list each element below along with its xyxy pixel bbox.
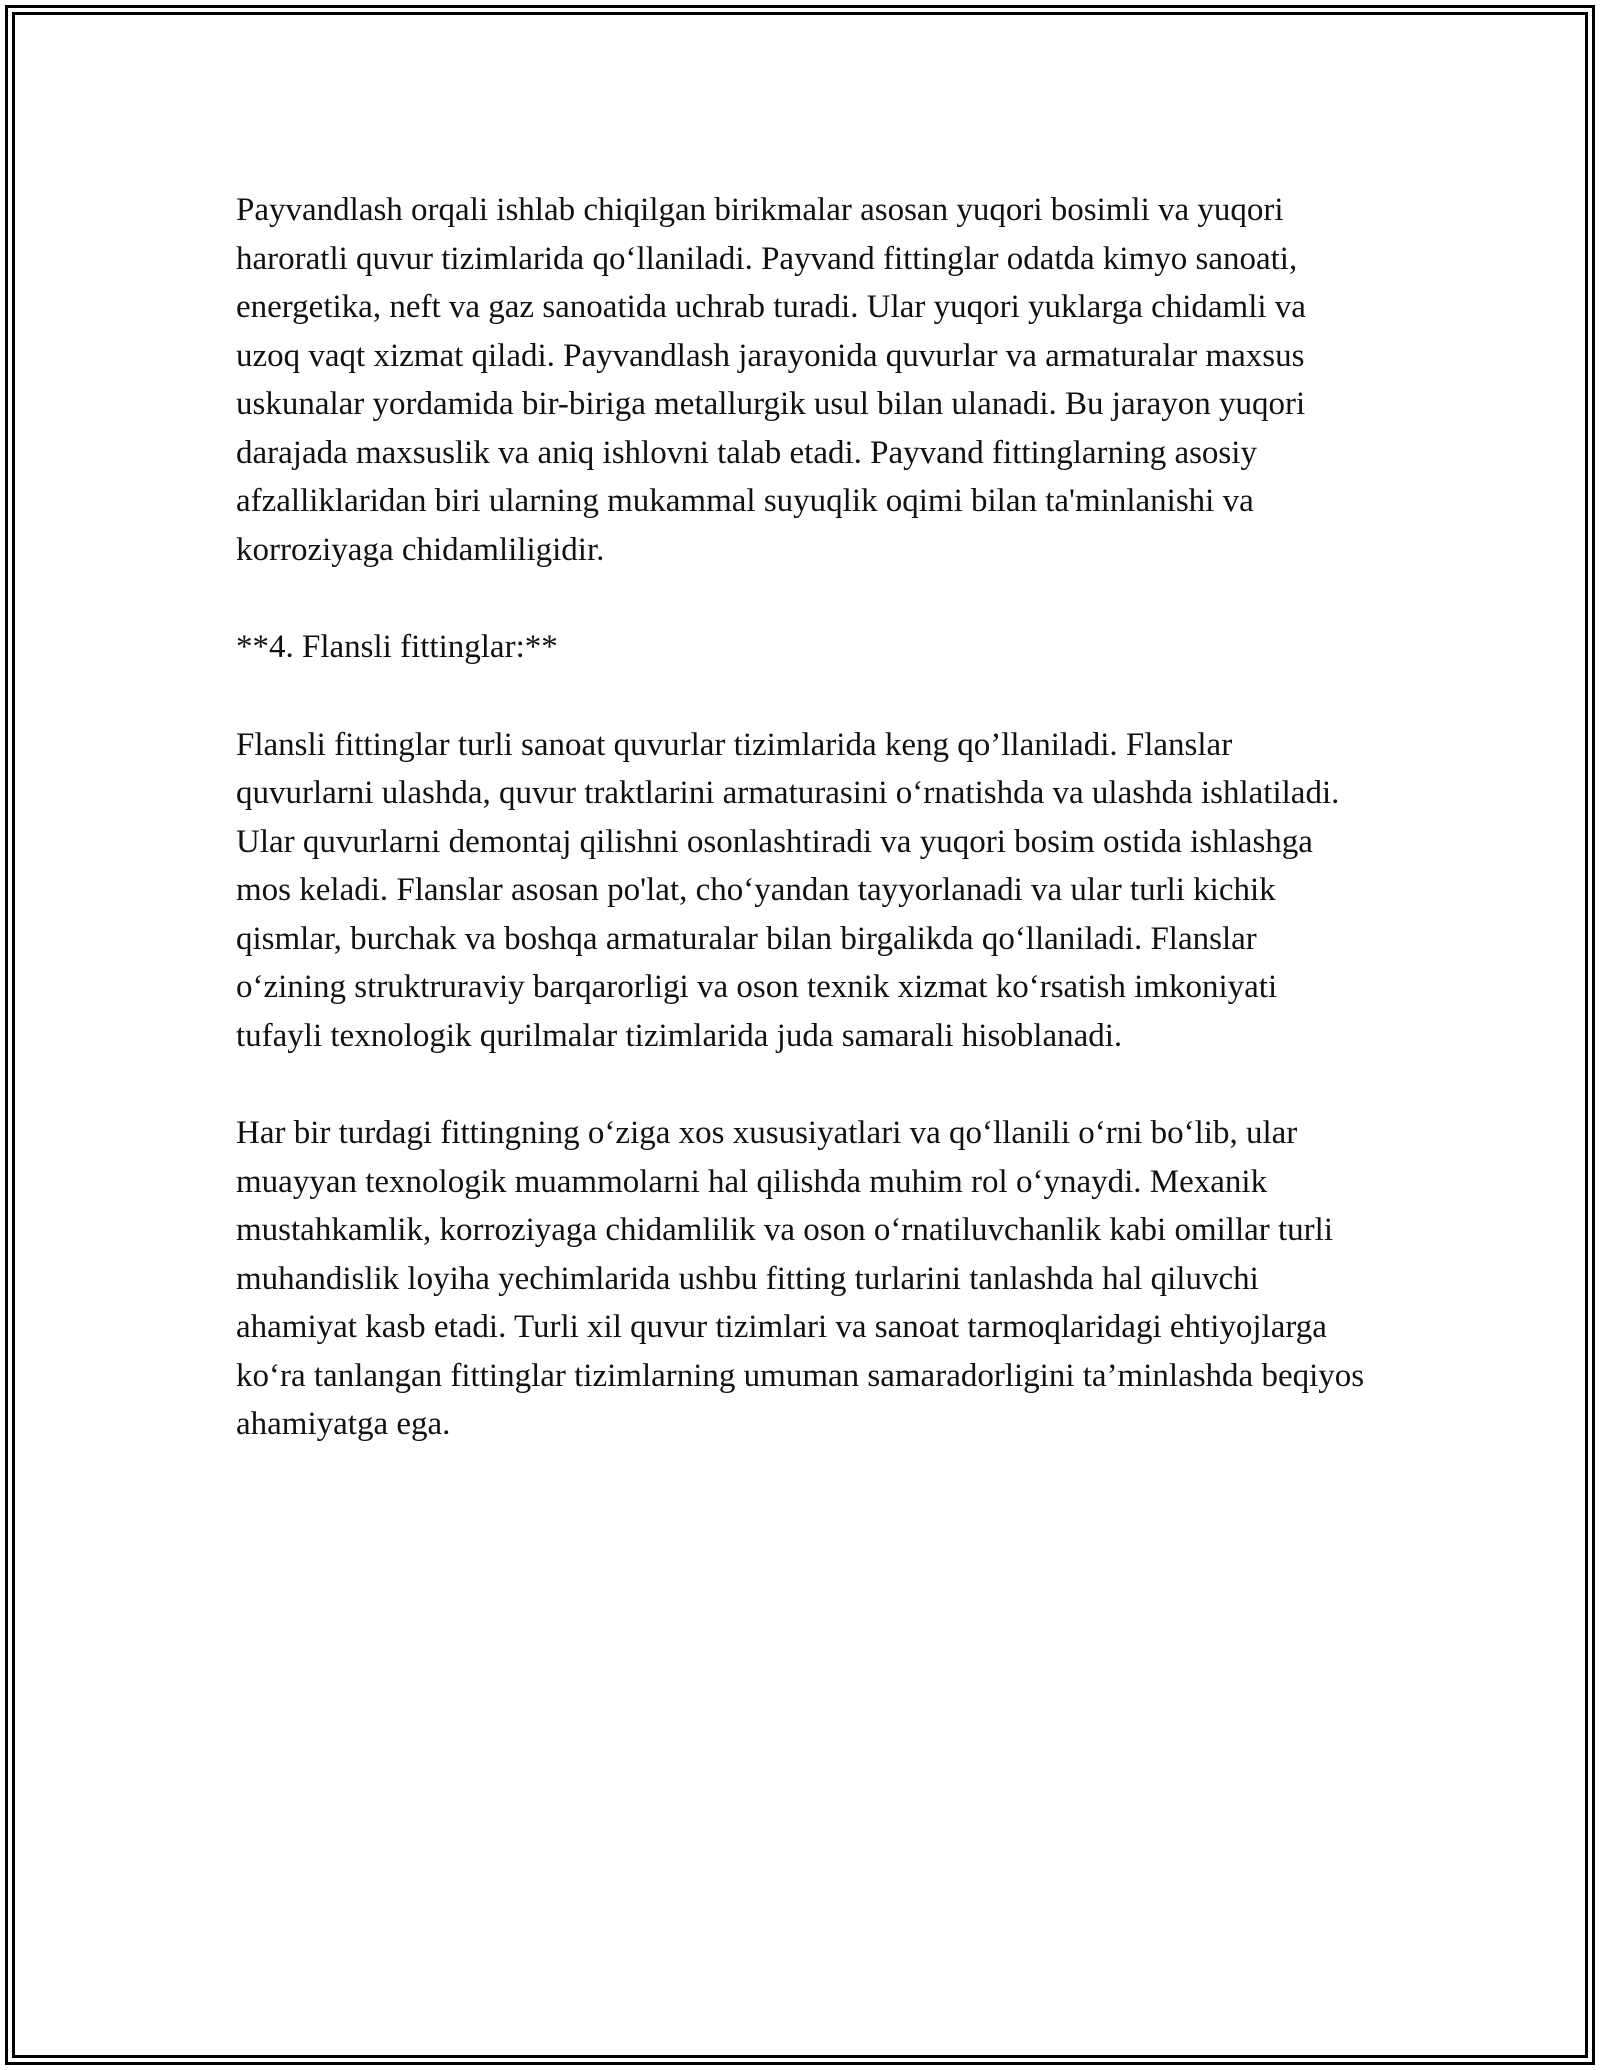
document-body	[236, 186, 1366, 1498]
paragraph-flanged-fittings: Flansli fittinglar turli sanoat quvurlar tizimlarida keng qo’llaniladi. Flanslar quvurlarni ulashda, quvur traktlarini armaturasini o‘rnatishda va ulashda ishlatiladi. Ular quvurlarni demontaj qilishni osonlashtiradi va yuqori bosim ostida ishlashga mos keladi. Flanslar asosan po'lat, cho‘yandan tayyorlanadi va ular turli kichik qismlar, burchak va boshqa armaturalar bilan birgalikda qo‘llaniladi. Flanslar o‘zining struktruraviy barqarorligi va oson texnik xizmat ko‘rsatish imkoniyati tufayli texnologik qurilmalar tizimlarida juda samarali hisoblanadi.	[236, 726, 1340, 1054]
section-heading-flanged-fittings: **4. Flansli fittinglar:**	[236, 629, 558, 665]
paragraph-welded-fittings: Payvandlash orqali ishlab chiqilgan birikmalar asosan yuqori bosimli va yuqori haroratli quvur tizimlarida qo‘llaniladi. Payvand fittinglar odatda kimyo sanoati, energetika, neft va gaz sanoatida uchrab turadi. Ular yuqori yuklarga chidamli va uzoq vaqt xizmat qiladi. Payvandlash jarayonida quvurlar va armaturalar maxsus uskunalar yordamida bir-biriga metallurgik usul bilan ulanadi. Bu jarayon yuqori darajada maxsuslik va aniq ishlovni talab etadi. Payvand fittinglarning asosiy afzalliklaridan biri ularning mukammal suyuqlik oqimi bilan ta'minlanishi va korroziyaga chidamliligidir.	[236, 192, 1306, 568]
paragraph-conclusion: Har bir turdagi fittingning o‘ziga xos xususiyatlari va qo‘llanili o‘rni bo‘lib, ular muayyan texnologik muammolarni hal qilishda muhim rol o‘ynaydi. Mexanik mustahkamlik, korroziyaga chidamlilik va oson o‘rnatiluvchanlik kabi omillar turli muhandislik loyiha yechimlarida ushbu fitting turlarini tanlashda hal qiluvchi ahamiyat kasb etadi. Turli xil quvur tizimlari va sanoat tarmoqlaridagi ehtiyojlarga ko‘ra tanlangan fittinglar tizimlarning umuman samaradorligini ta’minlashda beqiyos ahamiyatga ega.	[236, 1115, 1365, 1442]
